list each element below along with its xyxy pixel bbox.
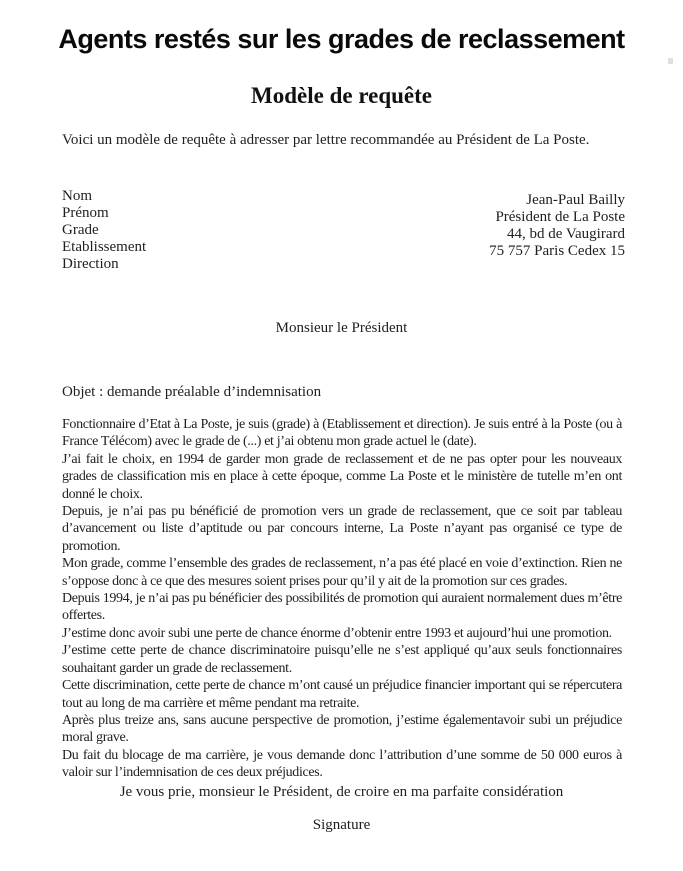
recipient-street: 44, bd de Vaugirard bbox=[506, 226, 625, 242]
sender-fields-block bbox=[62, 188, 146, 273]
intro-text: Voici un modèle de requête à adresser par lettre recommandée au Président de La Poste. bbox=[62, 132, 590, 148]
body-paragraph: Mon grade, comme l’ensemble des grades de reclassement, n’a pas été placé en voie d’extinction. Rien ne s’oppose donc à ce que des mesures soient prises pour qu’il y ait de la promotion sur ces grades. bbox=[62, 556, 622, 589]
sender-field-nom: Nom bbox=[62, 188, 92, 204]
body-paragraph: Fonctionnaire d’Etat à La Poste, je suis (grade) à (Etablissement et direction). Je suis entré à la Poste (ou à France Télécom) avec le grade de (...) et j’ai obtenu mon grade actuel le (date). bbox=[62, 417, 622, 450]
body-paragraph: Après plus treize ans, sans aucune perspective de promotion, j’estime égalementavoir subi un préjudice moral grave. bbox=[62, 712, 622, 746]
recipient-address-block bbox=[489, 192, 625, 260]
scan-artifact bbox=[668, 58, 673, 64]
recipient-name: Jean-Paul Bailly bbox=[526, 192, 625, 208]
body-paragraph: Cette discrimination, cette perte de chance m’ont causé un préjudice financier important qui se répercutera tout au long de ma carrière et même pendant ma retraite. bbox=[62, 678, 622, 711]
page-title: Agents restés sur les grades de reclassement bbox=[58, 24, 625, 54]
body-paragraph: J’ai fait le choix, en 1994 de garder mon grade de reclassement et de ne pas opter pour les nouveaux grades de classification mis en place à cette époque, comme La Poste et le ministère de tutelle m’en ont donné le choix. bbox=[62, 451, 622, 502]
body-paragraph: J’estime donc avoir subi une perte de chance énorme d’obtenir entre 1993 et aujourd’hui une promotion. bbox=[62, 625, 612, 641]
sender-field-direction: Direction bbox=[62, 256, 119, 272]
letter-body bbox=[62, 416, 622, 782]
subject-line: Objet : demande préalable d’indemnisation bbox=[62, 384, 322, 400]
sender-field-grade: Grade bbox=[62, 222, 99, 238]
closing-line: Je vous prie, monsieur le Président, de croire en ma parfaite considération bbox=[119, 784, 564, 800]
recipient-city: 75 757 Paris Cedex 15 bbox=[489, 243, 625, 259]
sender-field-prenom: Prénom bbox=[62, 205, 109, 221]
letter-subtitle: Modèle de requête bbox=[251, 83, 432, 108]
body-paragraph: J’estime cette perte de chance discriminatoire puisqu’elle ne s’est appliqué qu’aux seuls fonctionnaires souhaitant garder un grade de reclassement. bbox=[62, 643, 622, 676]
body-paragraph: Du fait du blocage de ma carrière, je vous demande donc l’attribution d’une somme de 50 000 euros à valoir sur l’indemnisation de ces deux préjudices. bbox=[62, 747, 622, 781]
recipient-title: Président de La Poste bbox=[495, 209, 625, 225]
body-paragraph: Depuis 1994, je n’ai pas pu bénéficier des possibilités de promotion qui auraient normalement dues m’être offertes. bbox=[62, 591, 622, 624]
body-paragraph: Depuis, je n’ai pas pu bénéficié de promotion vers un grade de reclassement, que ce soit par tableau d’avancement ou liste d’aptitude ou par concours interne, La Poste n’ayant pas organisé ce type de promotion. bbox=[62, 504, 622, 554]
sender-field-etablissement: Etablissement bbox=[62, 239, 147, 255]
salutation: Monsieur le Président bbox=[275, 320, 408, 336]
signature-label: Signature bbox=[312, 817, 371, 833]
